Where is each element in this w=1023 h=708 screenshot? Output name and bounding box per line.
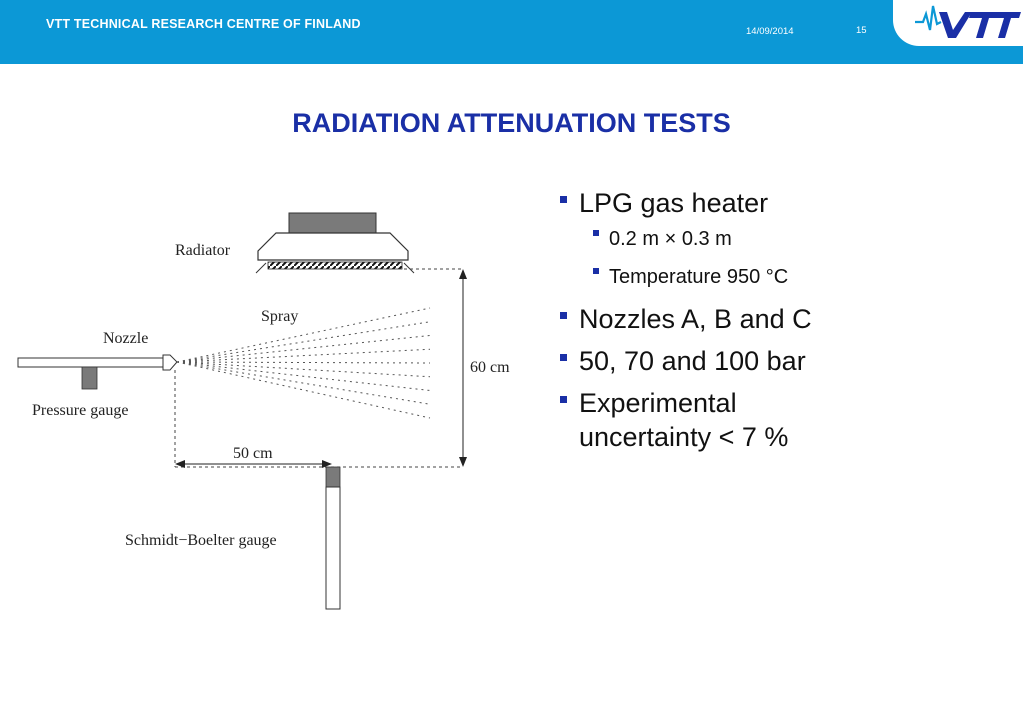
arrow-head xyxy=(459,457,467,467)
vtt-logo-icon xyxy=(893,0,1023,46)
bullet-item xyxy=(560,386,869,454)
slide-date: 14/09/2014 xyxy=(746,26,794,37)
spray-line xyxy=(177,362,430,391)
bullet-marker xyxy=(560,354,567,361)
bullet-marker xyxy=(560,312,567,319)
bullet-marker xyxy=(560,396,567,403)
sub-bullet-item xyxy=(560,260,1000,294)
spray-line xyxy=(177,362,430,418)
nozzle-pipe xyxy=(18,358,163,367)
slide-title: RADIATION ATTENUATION TESTS xyxy=(292,108,731,138)
pressure-gauge-label: Pressure gauge xyxy=(32,402,129,419)
header-bar xyxy=(0,0,1023,64)
nozzle-tip xyxy=(163,355,177,370)
spray-line xyxy=(177,349,430,362)
bullet-marker xyxy=(560,196,567,203)
bullet-item xyxy=(560,344,1000,378)
bullet-marker xyxy=(593,268,599,274)
spray-line xyxy=(177,362,430,363)
horizontal-distance-label: 50 cm xyxy=(233,445,273,462)
pressure-gauge-body xyxy=(82,367,97,389)
vtt-logo xyxy=(893,0,1023,46)
bullet-text: Experimental uncertainty < 7 % xyxy=(579,388,789,452)
sub-bullet-item xyxy=(560,222,1000,256)
radiator-block xyxy=(289,213,376,233)
sensor-label: Schmidt−Boelter gauge xyxy=(125,532,277,549)
bullet-text: 50, 70 and 100 bar xyxy=(579,346,806,376)
sensor-head xyxy=(326,467,340,487)
radiator-leg xyxy=(404,263,414,273)
spray-line xyxy=(177,362,430,377)
arrow-head xyxy=(459,269,467,279)
bullet-text: LPG gas heater xyxy=(579,188,769,218)
nozzle-label: Nozzle xyxy=(103,330,149,347)
bullet-list xyxy=(560,186,1000,462)
spray-fan xyxy=(177,308,430,418)
bullet-text: Nozzles A, B and C xyxy=(579,304,812,334)
spray-label: Spray xyxy=(261,308,299,325)
test-setup-diagram xyxy=(0,170,540,620)
organization-name: VTT TECHNICAL RESEARCH CENTRE OF FINLAND xyxy=(46,17,361,31)
sub-bullet-text: 0.2 m × 0.3 m xyxy=(609,228,732,250)
radiator-emitter xyxy=(268,262,402,269)
spray-line xyxy=(177,362,430,404)
spray-line xyxy=(177,336,430,363)
radiator-label: Radiator xyxy=(175,242,231,259)
bullet-item xyxy=(560,186,1000,294)
vertical-distance-label: 60 cm xyxy=(470,359,510,376)
bullet-item xyxy=(560,302,1000,336)
sensor-body xyxy=(326,487,340,609)
sub-bullet-text: Temperature 950 °C xyxy=(609,266,789,288)
radiator-leg xyxy=(256,263,266,273)
bullet-marker xyxy=(593,230,599,236)
spray-line xyxy=(177,308,430,362)
page-number: 15 xyxy=(856,25,867,36)
radiator-housing xyxy=(258,233,408,260)
